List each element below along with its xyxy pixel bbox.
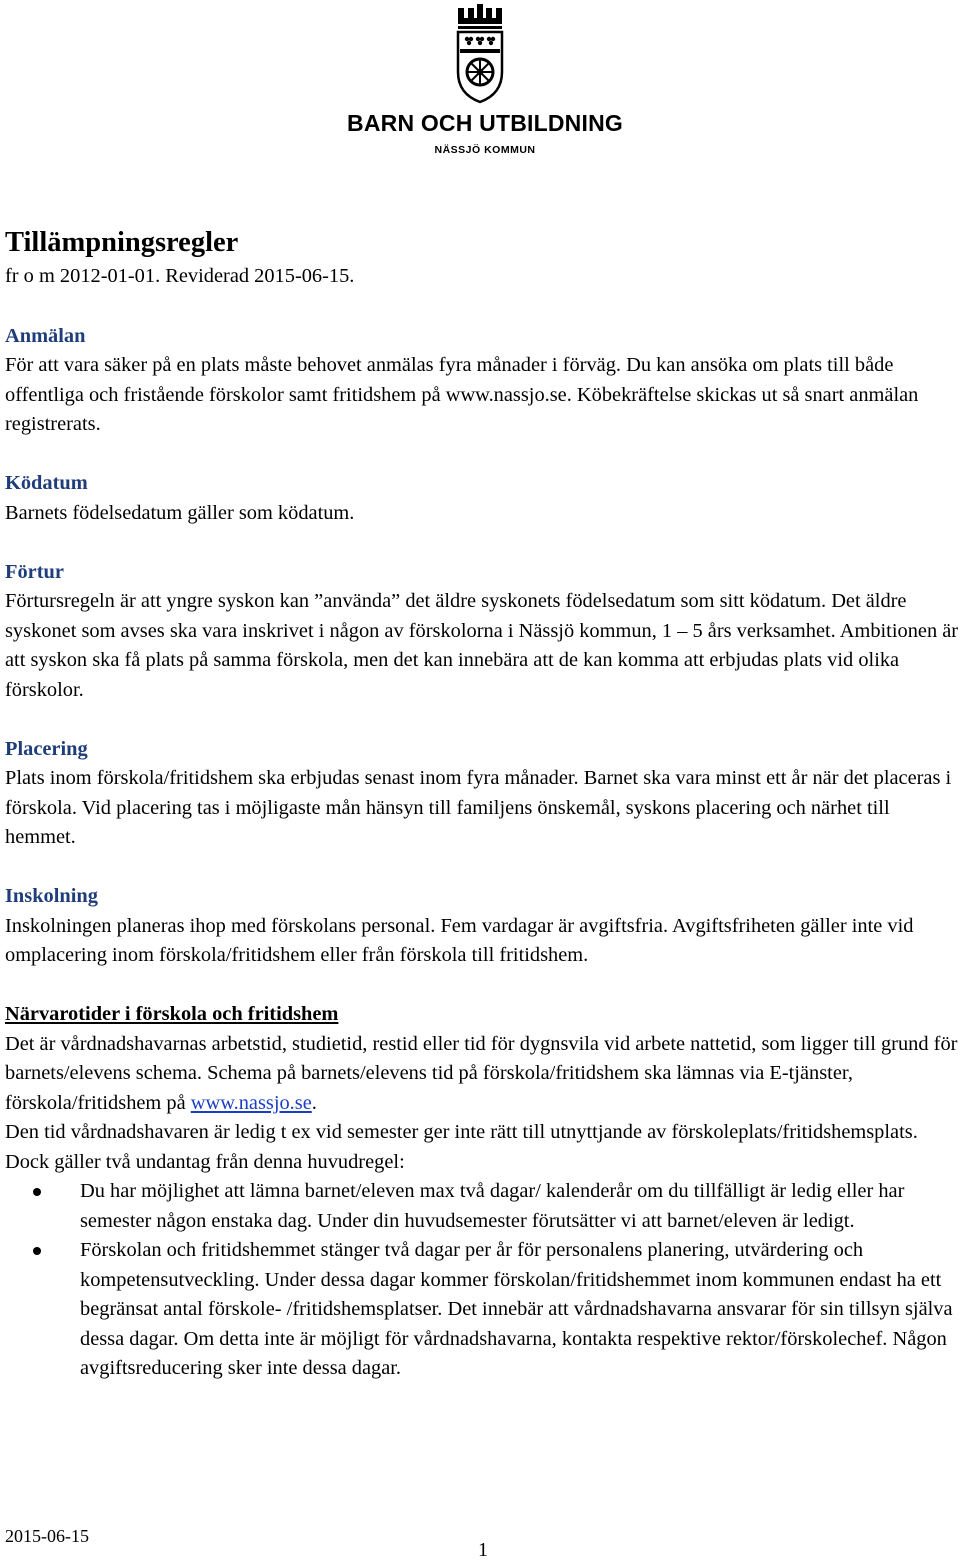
page-number: 1 — [478, 1539, 488, 1561]
org-subname: NÄSSJÖ KOMMUN — [434, 144, 536, 156]
section-placering — [5, 735, 960, 853]
section-inskolning — [5, 882, 960, 971]
list-item — [5, 1236, 960, 1384]
section-heading: Närvarotider i förskola och fritidshem — [5, 1003, 339, 1025]
section-text: Den tid vårdnadshavaren är ledig t ex vid semester ger inte rätt till utnyttjande av förskoleplats/fritidshemsplats. Dock gäller två undantag från denna huvudregel: — [5, 1121, 918, 1173]
footer-date: 2015-06-15 — [5, 1526, 89, 1546]
bullet-icon — [33, 1188, 41, 1196]
text-span: Det är vårdnadshavarnas arbetstid, studietid, restid eller tid för dygnsvila vid arbete nattetid, som ligger till grund för barnets/elevens schema. Schema på barnets/elevens tid på förskola/fritidshem ska lämnas via E-tjänster, förskola/fritidshem på — [5, 1032, 958, 1114]
list-item-text: Du har möjlighet att lämna barnet/eleven max två dagar/ kalenderår om du tillfälligt är ledig eller har semester någon enstaka dag. Under din huvudsemester förutsätter vi att barnet/eleven är ledigt. — [80, 1180, 905, 1232]
header-logo — [0, 0, 960, 170]
section-fortur — [5, 558, 960, 706]
section-text: Barnets födelsedatum gäller som ködatum. — [5, 501, 355, 524]
section-text: Inskolningen planeras ihop med förskolans personal. Fem vardagar är avgiftsfria. Avgiftsfriheten gäller inte vid omplacering inom förskola/fritidshem eller från förskola till fritidshem. — [5, 914, 914, 966]
org-name: BARN OCH UTBILDNING — [347, 110, 623, 136]
list-item — [5, 1177, 960, 1236]
section-kodatum — [5, 469, 960, 528]
coat-of-arms-icon — [440, 4, 520, 104]
document-body — [5, 224, 960, 1413]
bullet-list — [5, 1177, 960, 1384]
list-item-text: Förskolan och fritidshemmet stänger två dagar per år för personalens planering, utvärdering och kompetensutveckling. Under dessa dagar kommer förskolan/fritidshemmet inom kommunen endast ha ett begränsat antal förskole- /fritidshemsplatser. Det innebär att vårdnadshavarna ansvarar för sin tillsyn själva dessa dagar. Om detta inte är möjligt för vårdnadshavarna, kontakta respektive rektor/förskolechef. Någon avgiftsreducering sker inte dessa dagar. — [80, 1239, 953, 1379]
section-text — [5, 1030, 960, 1119]
section-heading: Anmälan — [5, 324, 86, 347]
section-text: Förtursregeln är att yngre syskon kan ”använda” det äldre syskonets födelsedatum som sitt ködatum. Det äldre syskonet som avses ska vara inskrivet i någon av förskolorna i Nässjö kommun, 1 – 5 års verksamhet. Ambitionen är att syskon ska få plats på samma förskola, men det kan innebära att de kan komma att erbjudas plats vid olika förskolor. — [5, 590, 959, 701]
text-span: . — [311, 1091, 317, 1114]
section-heading: Förtur — [5, 560, 64, 583]
nassjo-website-link[interactable]: www.nassjo.se — [190, 1091, 312, 1114]
section-heading: Ködatum — [5, 472, 88, 494]
section-text: Plats inom förskola/fritidshem ska erbjudas senast inom fyra månader. Barnet ska vara minst ett år när det placeras i förskola. Vid placering tas i möjligaste mån hänsyn till familjens önskemål, syskons placering och närhet till hemmet. — [5, 767, 952, 848]
section-text: För att vara säker på en plats måste behovet anmälas fyra månader i förväg. Du kan ansöka om plats till både offentliga och fristående förskolor samt fritidshem på www.nassjo.se. Köbekräftelse skickas ut så snart anmälan registrerats. — [5, 354, 919, 435]
section-heading: Inskolning — [5, 885, 98, 907]
bullet-icon — [33, 1247, 41, 1255]
document-subtitle: fr o m 2012-01-01. Reviderad 2015-06-15. — [5, 265, 355, 287]
section-anmalan — [5, 322, 960, 440]
section-heading: Placering — [5, 737, 88, 760]
document-title: Tillämpningsregler — [5, 227, 239, 258]
section-narvarotider — [5, 1000, 960, 1384]
